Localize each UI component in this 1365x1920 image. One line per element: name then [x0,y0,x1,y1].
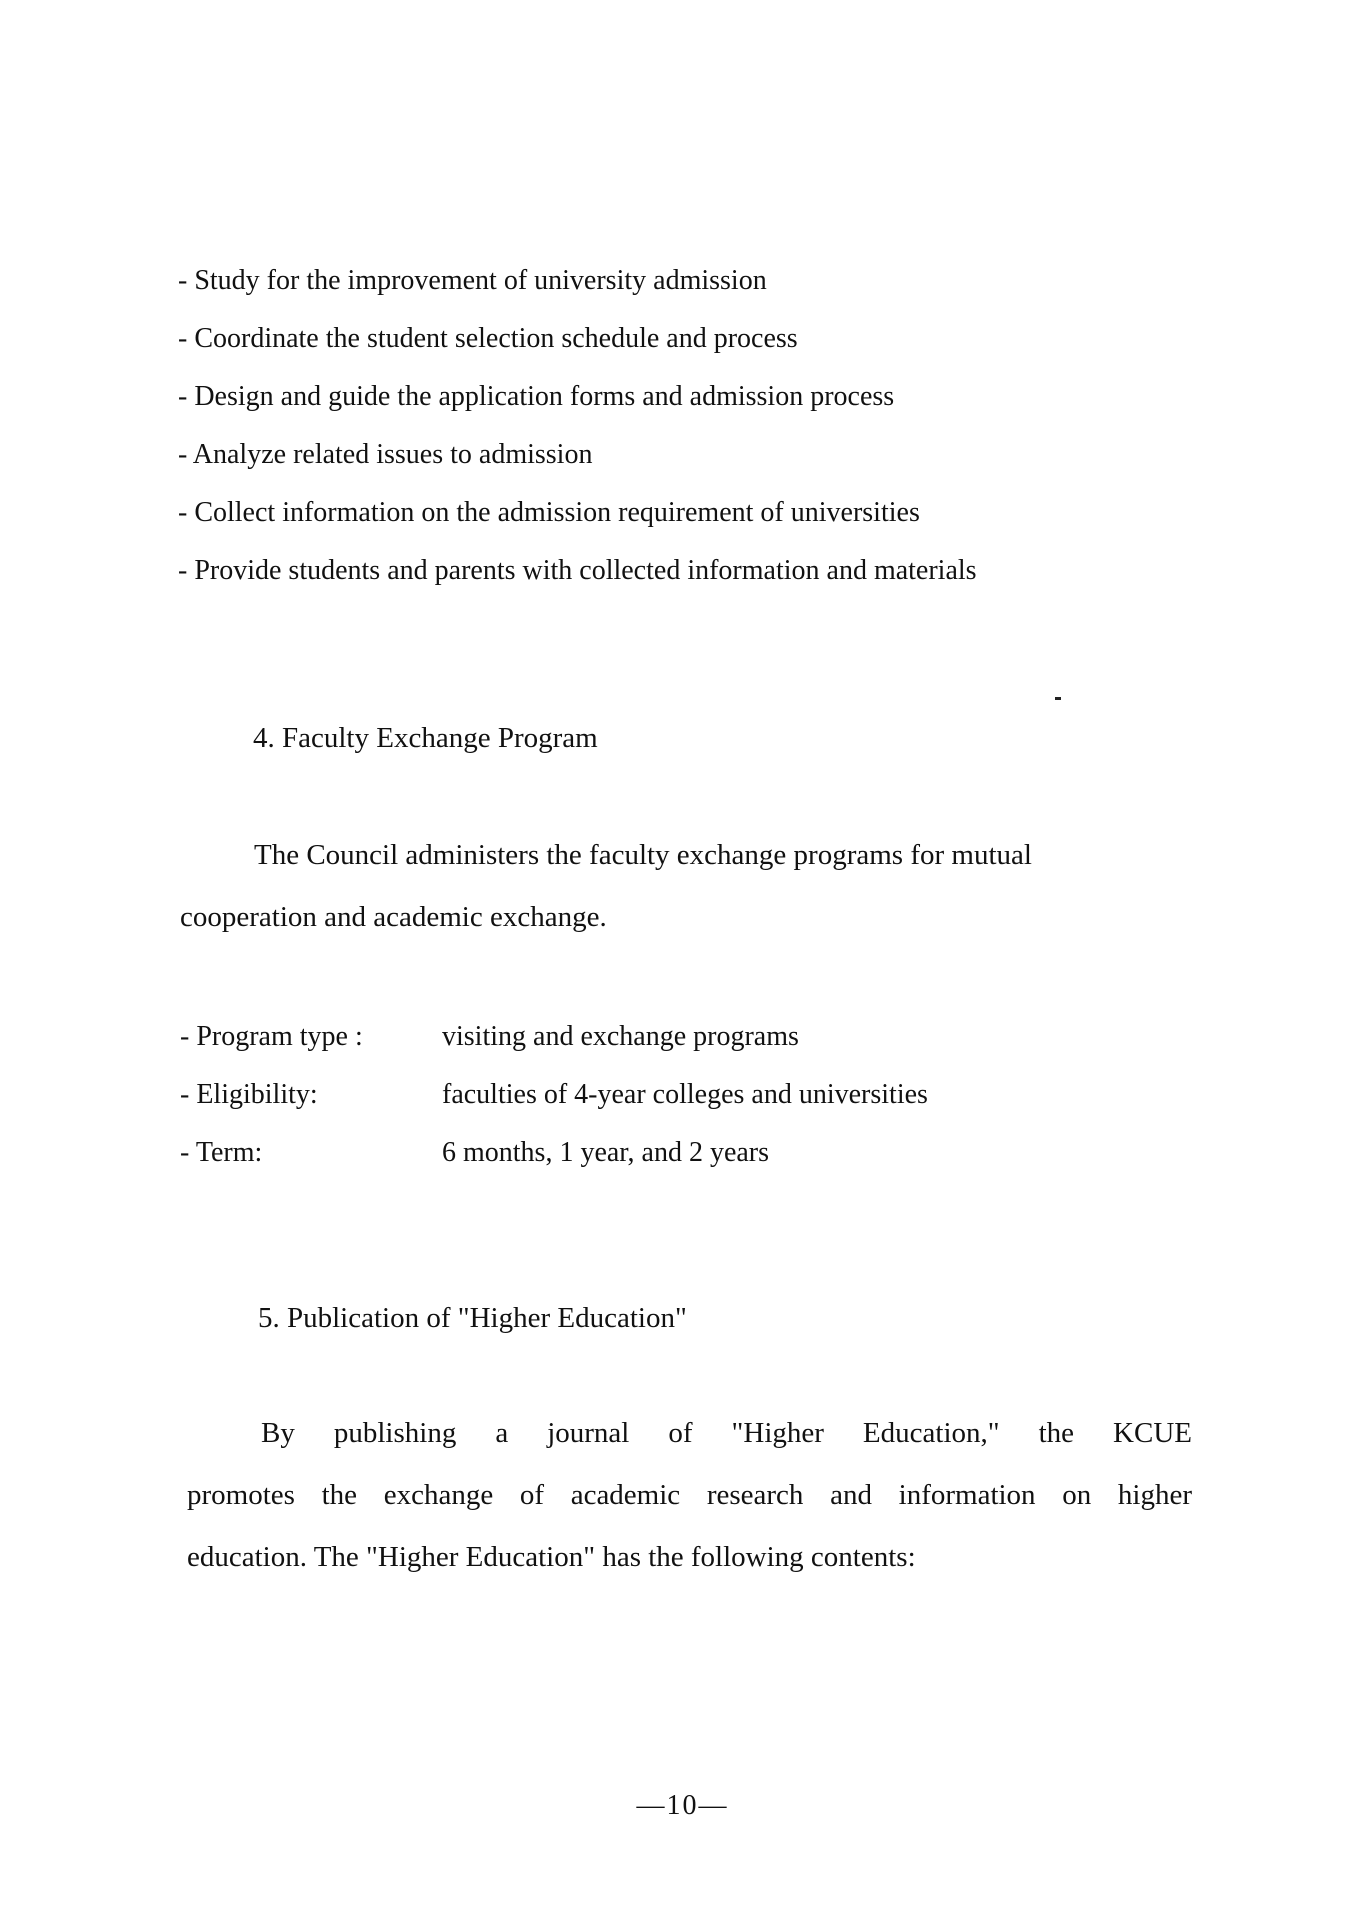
detail-label: - Term: [180,1137,263,1168]
list-item: - Collect information on the admission requirement of universities [178,497,920,528]
detail-value: faculties of 4-year colleges and universities [442,1079,928,1110]
list-item: - Design and guide the application forms and admission process [178,381,895,412]
paragraph-line: cooperation and academic exchange. [180,901,607,933]
detail-row [180,1066,928,1124]
section-5-heading: 5. Publication of "Higher Education" [258,1302,687,1334]
program-details [180,1008,928,1182]
section-4-heading: 4. Faculty Exchange Program [253,722,598,754]
page-number: —10— [636,1790,729,1821]
list-item: - Study for the improvement of university admission [178,265,767,296]
paragraph-line: By publishing a journal of "Higher Education," the KCUE [261,1417,1192,1449]
paragraph-line: promotes the exchange of academic research and information on higher [187,1479,1192,1511]
paragraph-line: The Council administers the faculty exchange programs for mutual [254,839,1032,871]
detail-value: 6 months, 1 year, and 2 years [442,1137,770,1168]
list-item: - Coordinate the student selection schedule and process [178,323,798,354]
stray-mark [1055,697,1061,700]
detail-row [180,1124,928,1182]
list-item: - Analyze related issues to admission [178,439,593,470]
detail-row [180,1008,928,1066]
admission-task-list [178,252,1228,600]
detail-label: - Program type : [180,1021,363,1052]
detail-label: - Eligibility: [180,1079,318,1110]
paragraph-line: education. The "Higher Education" has the following contents: [187,1541,916,1573]
section-4-paragraph [180,824,1195,948]
section-5-paragraph [187,1402,1192,1588]
detail-value: visiting and exchange programs [442,1021,799,1052]
list-item: - Provide students and parents with collected information and materials [178,555,977,586]
